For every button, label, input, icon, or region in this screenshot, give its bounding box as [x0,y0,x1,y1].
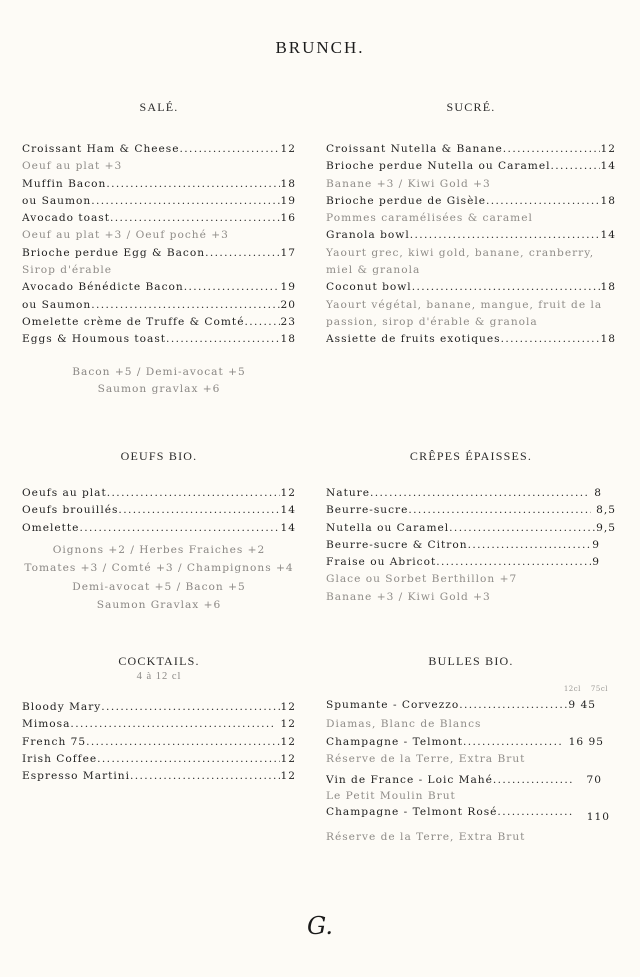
item-note: Banane +3 / Kiwi Gold +3 [326,590,491,603]
menu-item: Croissant Ham & Cheese ..... 12 [22,141,296,158]
extra-note: Oignons +2 / Herbes Fraiches +2 [52,543,266,556]
extra-note: Saumon Gravlax +6 [96,599,222,612]
section-sale [22,100,296,399]
item-note: Yaourt grec, kiwi gold, banane, cranberry, [326,246,595,259]
extras-notes [22,541,296,615]
menu-item: Champagne - Telmont Rosé ..... 110 [326,804,610,826]
section-cocktails [22,654,296,785]
menu-item: Fraise ou Abricot ..... 9 [326,554,600,571]
menu-item: Muffin Bacon ..... 18 [22,176,296,193]
item-note: Le Petit Moulin Brut [326,790,456,803]
section-crepes [326,449,616,606]
menu-item: Mimosa ..... 12 [22,716,296,733]
item-note: passion, sirop d'érable & granola [326,315,538,328]
menu-item: Beurre-sucre ..... 8,5 [326,502,616,519]
menu-item: Coconut bowl ..... 18 [326,279,616,296]
section-heading: CRÊPES ÉPAISSES. [409,449,533,463]
menu-item: Vin de France - Loic Mahé ..... 70 [326,772,604,789]
extra-note: Saumon gravlax +6 [97,383,221,396]
menu-item: Brioche perdue Nutella ou Caramel ..... 14 [326,158,616,175]
section-heading: SUCRÉ. [446,100,496,114]
menu-item: Granola bowl ..... 14 [326,227,616,244]
menu-item: Oeufs brouillés ..... 14 [22,502,296,519]
menu-item: Assiette de fruits exotiques ..... 18 [326,331,616,348]
menu-item: Avocado Bénédicte Bacon ..... 19 [22,279,296,296]
extra-note: Tomates +3 / Comté +3 / Champignons +4 [24,562,294,575]
menu-item: Oeufs au plat ..... 12 [22,485,296,502]
menu-item: Avocado toast ..... 16 [22,210,296,227]
item-note: Oeuf au plat +3 [22,160,123,173]
item-note: Yaourt végétal, banane, mangue, fruit de la [326,298,603,311]
volume-header: 12cl 75cl [563,685,608,693]
section-heading: COCKTAILS. [118,654,200,668]
menu-item: Nutella ou Caramel ..... 9,5 [326,520,616,537]
item-note: Pommes caramélisées & caramel [326,212,533,225]
menu-title: BRUNCH. [275,38,365,57]
item-note: Oeuf au plat +3 / Oeuf poché +3 [22,229,229,242]
menu-item: Spumante - Corvezzo ..... 9 45 [326,697,596,714]
item-note: Glace ou Sorbet Berthillon +7 [326,573,518,586]
section-heading: BULLES BIO. [428,654,514,668]
section-subheading: 4 à 12 cl [136,671,182,682]
menu-item: ou Saumon ..... 19 [22,193,296,210]
menu-item: Bloody Mary ..... 12 [22,699,296,716]
menu-item: Nature ..... 8 [326,485,602,502]
menu-item: ou Saumon ..... 20 [22,297,296,314]
menu-item: Brioche perdue de Gisèle ..... 18 [326,193,616,210]
menu-item: French 75 ..... 12 [22,734,296,751]
section-bulles [326,654,616,847]
item-note: Sirop d'érable [22,264,113,277]
extra-note: Demi-avocat +5 / Bacon +5 [72,580,246,593]
item-note: Diamas, Blanc de Blancs [326,718,482,731]
menu-item: Omelette ..... 14 [22,520,296,537]
menu-item: Croissant Nutella & Banane ..... 12 [326,141,616,158]
section-sucre [326,100,616,349]
menu-item: Omelette crème de Truffe & Comté ..... 23 [22,314,296,331]
menu-item: Champagne - Telmont ..... 16 95 [326,734,604,751]
brand-logo: G. [307,912,333,940]
menu-item: Espresso Martini ..... 12 [22,768,296,785]
section-oeufs [22,449,296,615]
menu-item: Eggs & Houmous toast ..... 18 [22,331,296,348]
section-heading: OEUFS BIO. [120,449,198,463]
section-heading: SALÉ. [139,100,179,114]
item-note: Réserve de la Terre, Extra Brut [326,831,526,844]
item-note: miel & granola [326,264,421,277]
item-note: Réserve de la Terre, Extra Brut [326,752,526,765]
menu-item: Beurre-sucre & Citron ..... 9 [326,537,600,554]
extra-note: Bacon +5 / Demi-avocat +5 [72,365,246,378]
menu-item: Irish Coffee ..... 12 [22,751,296,768]
extras-notes [22,364,296,399]
menu-item: Brioche perdue Egg & Bacon ..... 17 [22,245,296,262]
item-note: Banane +3 / Kiwi Gold +3 [326,177,491,190]
